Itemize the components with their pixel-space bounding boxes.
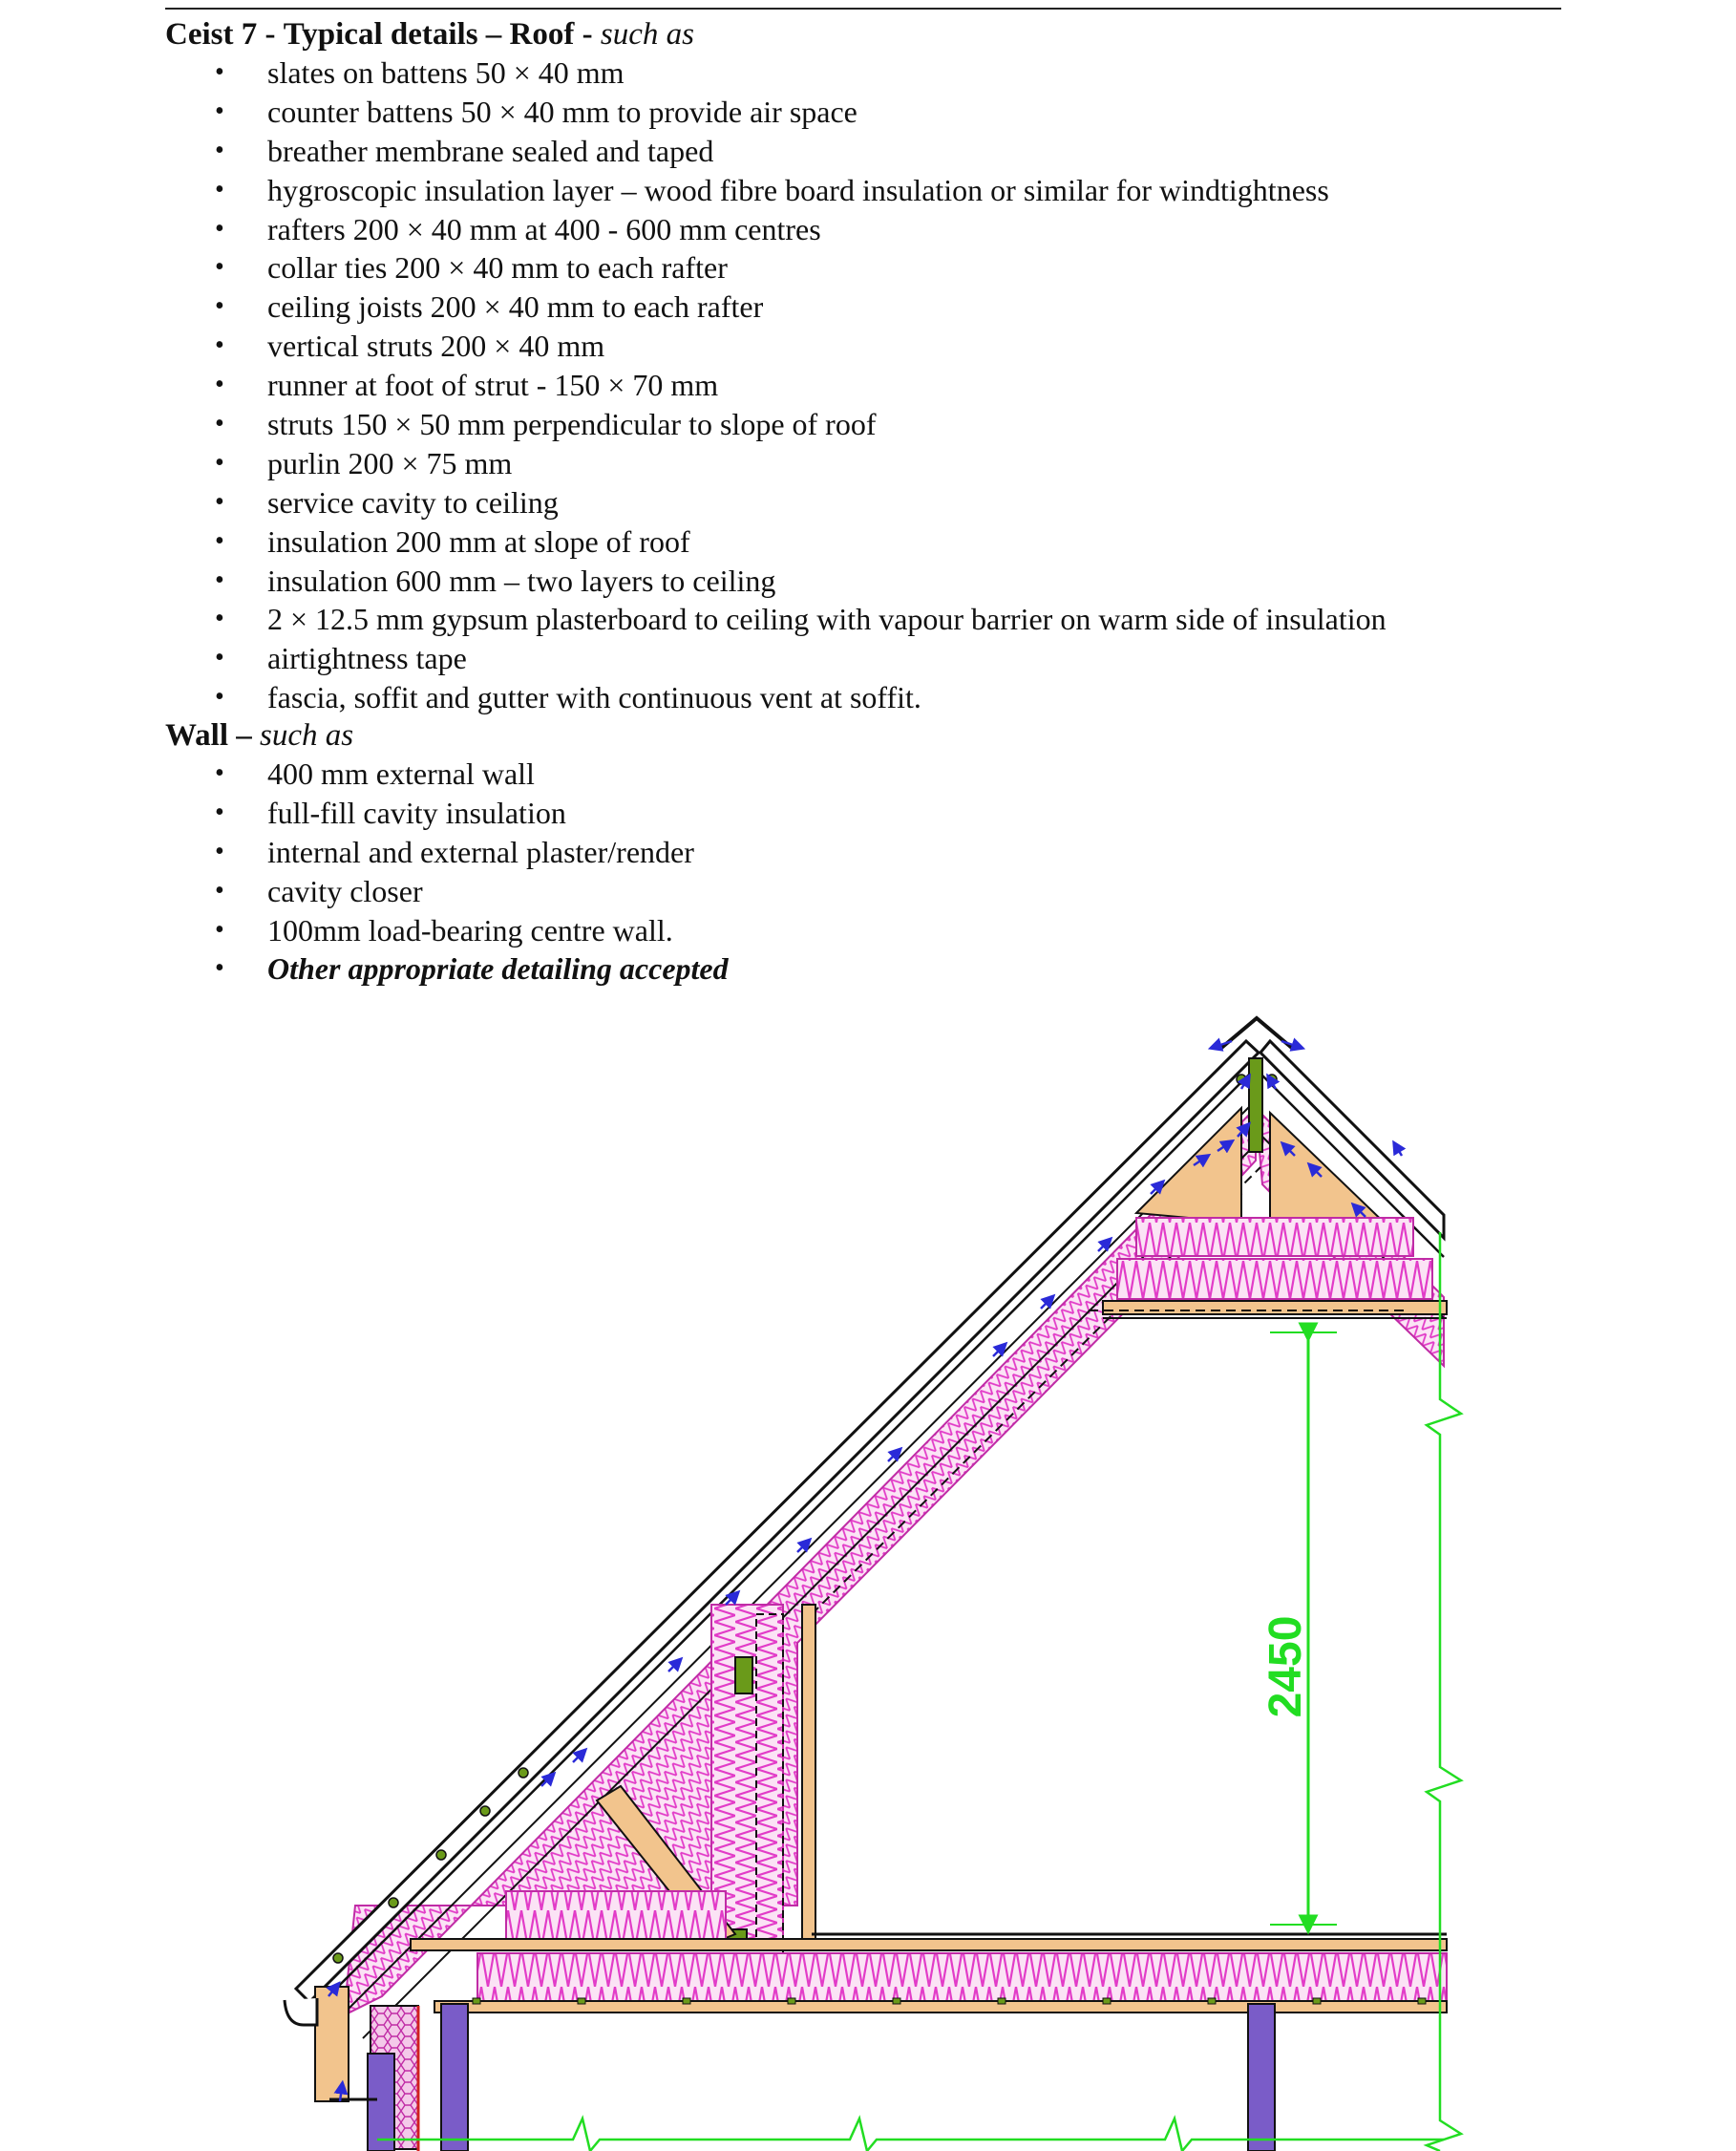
question-number: Ceist 7 - — [165, 17, 276, 52]
attic-ceiling-joist — [1103, 1301, 1447, 1314]
roof-item — [165, 327, 1387, 366]
first-floor-insulation-left — [506, 1891, 726, 1939]
wall-item — [165, 794, 729, 833]
wall-heading-qualifier: such as — [260, 718, 354, 753]
roof-item-text: ceiling joists 200 × 40 mm to each rafter — [267, 289, 764, 325]
roof-section-diagram — [0, 993, 1736, 2151]
wall-item — [165, 755, 729, 794]
roof-item — [165, 444, 1387, 483]
floor-joist-line — [411, 1939, 1447, 1950]
batten-4 — [480, 1806, 490, 1816]
bullet-icon: • — [215, 682, 224, 713]
wall-item — [165, 872, 729, 911]
roof-items-list — [165, 53, 1387, 717]
wall-item-text: cavity closer — [267, 873, 423, 908]
bullet-icon: • — [215, 213, 224, 244]
roof-item-text: vertical struts 200 × 40 mm — [267, 329, 605, 364]
fascia — [315, 1987, 349, 2101]
bullet-icon: • — [215, 875, 224, 905]
bullet-icon: • — [215, 370, 224, 400]
roof-item-text: hygroscopic insulation layer – wood fibre board insulation or similar for windtightness — [267, 172, 1329, 207]
roof-item-text: fascia, soffit and gutter with continuous vent at soffit. — [267, 680, 921, 715]
bullet-icon: • — [215, 174, 224, 204]
wall-item-text: full-fill cavity insulation — [267, 795, 566, 830]
heading-title: Typical details – Roof - — [283, 17, 593, 52]
batten-1 — [333, 1953, 343, 1963]
slope-insulation-left — [344, 1108, 1256, 2015]
roof-item — [165, 53, 1387, 93]
roof-item-text: service cavity to ceiling — [267, 484, 559, 520]
bullet-icon: • — [215, 252, 224, 283]
roof-item-text: airtightness tape — [267, 641, 467, 676]
closing-note-item — [165, 949, 729, 989]
bullet-icon: • — [215, 96, 224, 126]
ceiling-plasterboard — [434, 2001, 1447, 2013]
wall-heading — [165, 716, 353, 755]
roof-item — [165, 288, 1387, 327]
attic-insulation-lower — [1117, 1259, 1432, 1299]
wall-item-text: 400 mm external wall — [267, 756, 535, 791]
roof-item — [165, 210, 1387, 249]
wall-item — [165, 833, 729, 872]
roof-item-text: runner at foot of strut - 150 × 70 mm — [267, 368, 719, 403]
wall-block-outer — [368, 2054, 394, 2151]
roof-item-text: 2 × 12.5 mm gypsum plasterboard to ceiling with vapour barrier on warm side of insulation — [267, 602, 1387, 637]
bullet-icon: • — [215, 836, 224, 866]
roof-item — [165, 171, 1387, 210]
roof-item — [165, 522, 1387, 562]
roof-item-text: counter battens 50 × 40 mm to provide air space — [267, 94, 857, 129]
ceiling-insulation-main — [477, 1953, 1447, 2001]
bullet-icon: • — [215, 447, 224, 478]
bullet-icon: • — [215, 953, 224, 984]
roof-item — [165, 366, 1387, 405]
gutter — [285, 1998, 317, 2025]
bullet-icon: • — [215, 914, 224, 945]
bullet-icon: • — [215, 643, 224, 673]
knee-wall-lining — [802, 1605, 815, 1941]
collar-tie-right — [1270, 1113, 1394, 1232]
roof-item-text: struts 150 × 50 mm perpendicular to slope of roof — [267, 407, 877, 442]
roof-item-text: slates on battens 50 × 40 mm — [267, 55, 625, 90]
roof-item — [165, 678, 1387, 717]
bullet-icon: • — [215, 564, 224, 595]
bullet-icon: • — [215, 409, 224, 439]
bullet-icon: • — [215, 486, 224, 517]
roof-item — [165, 93, 1387, 132]
batten-2 — [389, 1898, 398, 1907]
bullet-icon: • — [215, 525, 224, 556]
roof-item-text: insulation 600 mm – two layers to ceiling — [267, 563, 776, 598]
batten-5 — [519, 1768, 528, 1778]
roof-item-text: rafters 200 × 40 mm at 400 - 600 mm centres — [267, 211, 821, 246]
roof-item-text: breather membrane sealed and taped — [267, 133, 714, 168]
wall-item — [165, 911, 729, 950]
roof-item-text: insulation 200 mm at slope of roof — [267, 523, 690, 559]
roof-item-text: collar ties 200 × 40 mm to each rafter — [267, 250, 728, 286]
closing-note: Other appropriate detailing accepted — [267, 951, 729, 987]
roof-item — [165, 132, 1387, 171]
wall-item-text: internal and external plaster/render — [267, 834, 694, 869]
bullet-icon: • — [215, 604, 224, 634]
height-dimension — [1260, 1332, 1337, 1925]
wall-items-list — [165, 755, 729, 989]
roof-item — [165, 600, 1387, 639]
collar-tie-left — [1136, 1108, 1241, 1223]
top-rule — [165, 8, 1561, 10]
centre-wall — [1248, 2004, 1275, 2151]
roof-item — [165, 405, 1387, 444]
roof-item — [165, 639, 1387, 678]
bullet-icon: • — [215, 291, 224, 322]
ridge-board — [1249, 1058, 1262, 1152]
roof-item — [165, 483, 1387, 522]
bullet-icon: • — [215, 57, 224, 87]
dimension-label: 2450 — [1260, 1615, 1311, 1718]
roof-item-text: purlin 200 × 75 mm — [267, 445, 513, 480]
heading-qualifier: such as — [600, 17, 694, 52]
bullet-icon: • — [215, 797, 224, 827]
ridge-cap — [1220, 1018, 1293, 1049]
purlin — [735, 1657, 752, 1693]
attic-insulation-upper — [1136, 1218, 1413, 1256]
wall-item-text: 100mm load-bearing centre wall. — [267, 912, 673, 948]
wall-block-inner — [441, 2004, 468, 2151]
batten-3 — [436, 1850, 446, 1860]
bullet-icon: • — [215, 135, 224, 165]
question-heading — [165, 15, 694, 53]
bullet-icon: • — [215, 758, 224, 788]
roof-item — [165, 248, 1387, 288]
bullet-icon: • — [215, 330, 224, 361]
roof-item — [165, 562, 1387, 601]
wall-heading-title: Wall – — [165, 718, 252, 753]
